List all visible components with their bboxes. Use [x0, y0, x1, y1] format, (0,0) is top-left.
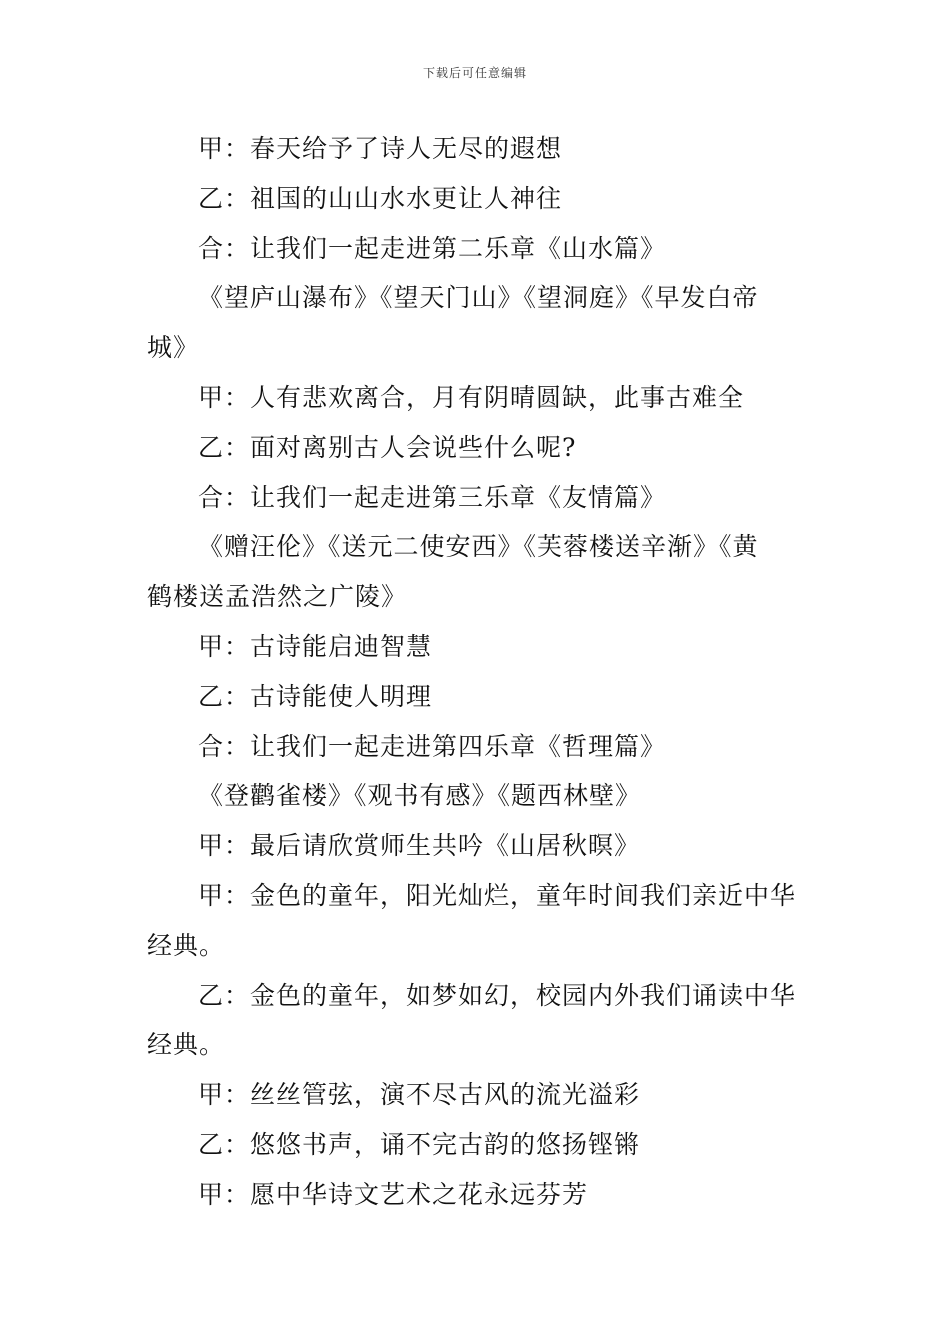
page-header: 下载后可任意编辑: [422, 66, 527, 80]
text-line: 甲：愿中华诗文艺术之花永远芬芳: [198, 1179, 589, 1209]
text-line: 合：让我们一起走进第三乐章《友情篇》: [198, 482, 667, 512]
text-line: 《登鹳雀楼》《观书有感》《题西林壁》: [198, 781, 642, 811]
text-line: 合：让我们一起走进第四乐章《哲理篇》: [198, 731, 667, 761]
text-line: 乙：面对离别古人会说些什么呢?: [198, 432, 577, 462]
text-line: 经典。: [147, 930, 226, 960]
text-line: 甲：最后请欣赏师生共吟《山居秋暝》: [198, 831, 641, 861]
text-line: 甲：金色的童年，阳光灿烂，童年时间我们亲近中华: [198, 880, 797, 910]
text-line: 乙：古诗能使人明理: [198, 681, 433, 711]
text-line: 乙：悠悠书声，诵不完古韵的悠扬铿锵: [198, 1129, 641, 1159]
text-line: 乙：金色的童年，如梦如幻，校园内外我们诵读中华: [198, 980, 797, 1010]
text-line: 经典。: [147, 1030, 226, 1060]
document-body: [147, 124, 807, 1220]
text-line: 合：让我们一起走进第二乐章《山水篇》: [198, 233, 667, 263]
text-line: 鹤楼送孟浩然之广陵》: [147, 582, 408, 612]
text-line: 甲：丝丝管弦，演不尽古风的流光溢彩: [198, 1080, 641, 1110]
text-line: 《赠汪伦》《送元二使安西》《芙蓉楼送辛渐》《黄: [198, 532, 759, 562]
text-line: 《望庐山瀑布》《望天门山》《望洞庭》《早发白帝: [198, 283, 759, 313]
text-line: 乙：祖国的山山水水更让人神往: [198, 183, 563, 213]
text-line: 甲：人有悲欢离合，月有阴晴圆缺，此事古难全: [198, 382, 745, 412]
text-line: 甲：春天给予了诗人无尽的遐想: [198, 134, 563, 163]
text-line: 甲：古诗能启迪智慧: [198, 631, 433, 661]
text-line: 城》: [147, 333, 200, 363]
